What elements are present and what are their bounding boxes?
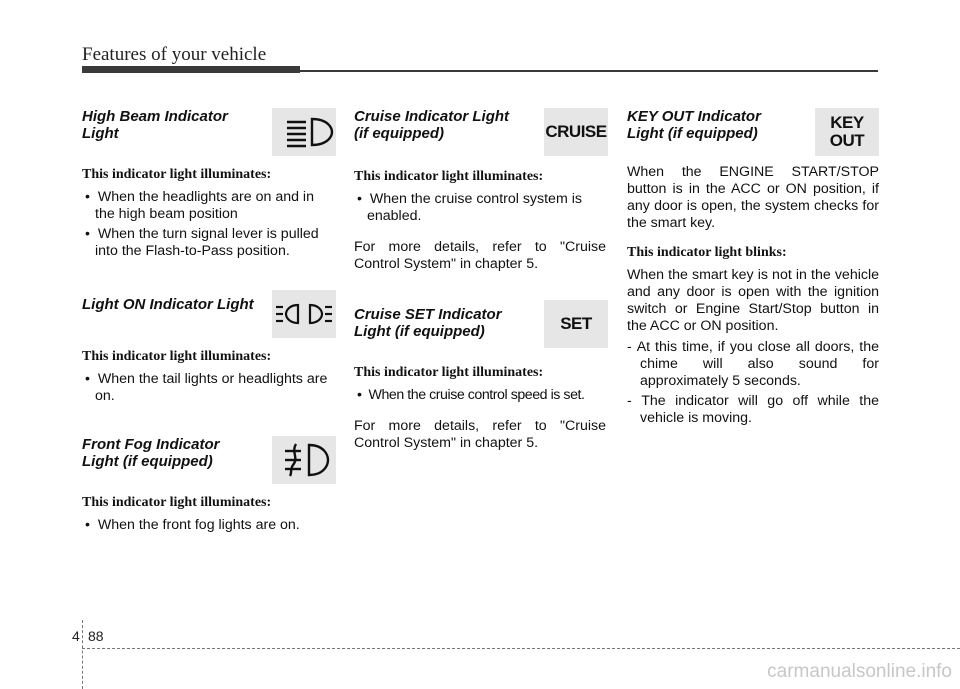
body-text: For more details, refer to "Cruise Control System" in chapter 5. bbox=[354, 418, 606, 451]
bullet-list bbox=[354, 191, 606, 225]
list-item: - At this time, if you close all doors, the chime will also sound for approximately 5 seconds. bbox=[627, 339, 879, 390]
body-text: When the smart key is not in the vehicle and any door is open with the ignition switch or Engine Start/Stop button in the ACC or ON position. bbox=[627, 267, 879, 334]
light-on-icon bbox=[272, 290, 336, 338]
cruise-icon bbox=[544, 108, 608, 156]
section-title: Cruise Indicator Light (if equipped) bbox=[354, 108, 510, 142]
list-item: • When the cruise control speed is set. bbox=[354, 387, 606, 404]
list-item: • When the tail lights or headlights are on. bbox=[82, 371, 334, 405]
body-text: For more details, refer to "Cruise Control System" in chapter 5. bbox=[354, 239, 606, 272]
dash-list bbox=[627, 339, 879, 427]
list-item: • When the cruise control system is enabled. bbox=[354, 191, 606, 225]
lead-text: This indicator light blinks: bbox=[627, 245, 787, 260]
cruise-icon-label: CRUISE bbox=[545, 122, 607, 141]
list-item: • When the turn signal lever is pulled into the Flash-to-Pass position. bbox=[82, 226, 334, 260]
section-front-fog bbox=[82, 436, 334, 534]
section-high-beam bbox=[82, 108, 334, 296]
watermark: carmanualsonline.info bbox=[767, 661, 952, 682]
bullet-list bbox=[82, 371, 334, 405]
section-key-out bbox=[627, 108, 879, 427]
header-title: Features of your vehicle bbox=[82, 44, 267, 65]
header-rule-thin bbox=[300, 70, 878, 72]
page-number: 88 bbox=[88, 628, 104, 644]
bullet-list bbox=[354, 387, 606, 404]
list-item: - The indicator will go off while the vehicle is moving. bbox=[627, 393, 879, 427]
key-out-icon-label-2: OUT bbox=[829, 131, 865, 150]
lead-text: This indicator light illuminates: bbox=[82, 167, 272, 182]
lead-text: This indicator light illuminates: bbox=[82, 349, 272, 364]
lead-text: This indicator light illuminates: bbox=[354, 169, 544, 184]
column-2 bbox=[354, 108, 606, 464]
lead-text: This indicator light illuminates: bbox=[354, 365, 544, 380]
key-out-icon-label-1: KEY bbox=[830, 113, 864, 132]
section-title: Light ON Indicator Light bbox=[82, 296, 254, 313]
column-1 bbox=[82, 108, 334, 548]
set-icon-label: SET bbox=[560, 314, 592, 333]
high-beam-icon bbox=[272, 108, 336, 156]
column-3 bbox=[627, 108, 879, 430]
section-title: High Beam Indicator Light bbox=[82, 108, 228, 142]
bullet-list bbox=[82, 189, 334, 260]
body-text: When the ENGINE START/STOP button is in the ACC or ON position, if any door is open, the system checks for the smart key. bbox=[627, 164, 879, 231]
footer-divider bbox=[82, 620, 83, 689]
section-title: Cruise SET Indicator Light (if equipped) bbox=[354, 306, 502, 340]
section-title: Front Fog Indicator Light (if equipped) bbox=[82, 436, 220, 470]
section-cruise bbox=[354, 108, 606, 306]
section-light-on bbox=[82, 296, 334, 436]
chapter-number: 4 bbox=[72, 628, 80, 644]
front-fog-icon bbox=[272, 436, 336, 484]
list-item: • When the headlights are on and in the high beam position bbox=[82, 189, 334, 223]
section-title: KEY OUT Indicator Light (if equipped) bbox=[627, 108, 761, 142]
section-cruise-set bbox=[354, 306, 606, 452]
header-rule-thick bbox=[82, 66, 300, 73]
lead-text: This indicator light illuminates: bbox=[82, 495, 272, 510]
footer-rule bbox=[82, 648, 960, 650]
list-item: • When the front fog lights are on. bbox=[82, 517, 334, 534]
set-icon bbox=[544, 300, 608, 348]
bullet-list bbox=[82, 517, 334, 534]
key-out-icon bbox=[815, 108, 879, 156]
